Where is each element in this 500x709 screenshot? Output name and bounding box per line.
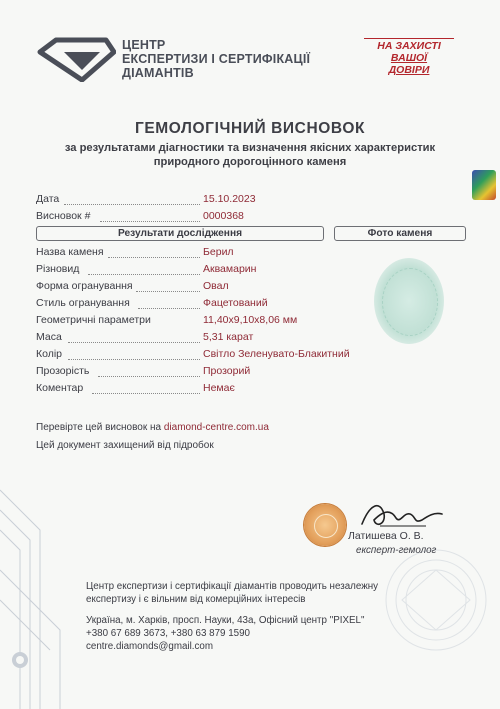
diamond-logo-icon: [34, 36, 116, 82]
field-label: Різновид: [36, 263, 80, 275]
signatory-name: Латишева О. В.: [348, 530, 424, 542]
field-leader: [88, 274, 200, 275]
footer-email[interactable]: centre.diamonds@gmail.com: [86, 641, 214, 652]
footer-address: Україна, м. Харків, просп. Науки, 43а, Офісний центр "PIXEL": [86, 615, 365, 626]
date-label: Дата: [36, 193, 60, 205]
field-value: 11,40x9,10x8,06 мм: [203, 314, 298, 326]
document-title: ГЕМОЛОГІЧНИЙ ВИСНОВОК: [134, 120, 366, 137]
protection-note: Цей документ захищений від підробок: [36, 440, 214, 451]
field-value: Берил: [203, 246, 234, 258]
field-value: 5,31 карат: [203, 331, 254, 343]
field-value: Аквамарин: [203, 263, 257, 275]
footer-statement: Центр експертизи і сертифікації діамантів проводить незалежну експертизу і є вільним від комерційних інтересів: [86, 581, 379, 605]
field-leader: [68, 359, 200, 360]
field-value: Овал: [203, 280, 229, 292]
field-leader: [108, 257, 200, 258]
field-label: Колір: [36, 348, 63, 360]
official-seal-inner: [314, 514, 338, 538]
field-value: Світло Зеленувато-Блакитний: [203, 348, 350, 360]
document-subtitle: за результатами діагностики та визначення якісних характеристик природного дорогоцінного каменя: [64, 142, 436, 168]
footer-contacts: [86, 614, 364, 653]
number-leader: [100, 221, 200, 222]
gemstone-facets: [382, 268, 438, 336]
footer-phones: +380 67 689 3673, +380 63 879 1590: [86, 628, 250, 639]
field-leader: [136, 291, 200, 292]
field-value: Фацетований: [203, 297, 268, 309]
organization-name: ЦЕНТР ЕКСПЕРТИЗИ І СЕРТИФІКАЦІЇ ДІАМАНТІВ: [122, 38, 311, 80]
certificate-number-value: 0000368: [203, 210, 244, 222]
results-section-header: Результати дослідження: [36, 226, 324, 241]
handwritten-signature: [356, 494, 446, 534]
slogan: НА ЗАХИСТІ ВАШОЇ ДОВІРИ: [364, 38, 454, 76]
field-value: Немає: [203, 382, 235, 394]
field-label: Назва каменя: [36, 246, 104, 258]
field-leader: [138, 308, 200, 309]
field-label: Форма огранування: [36, 280, 133, 292]
background-pattern-left: [0, 470, 70, 709]
date-leader: [64, 204, 200, 205]
field-label: Прозорість: [36, 365, 90, 377]
hologram-sticker: [472, 170, 496, 200]
date-value: 15.10.2023: [203, 193, 256, 205]
signatory-role: експерт-гемолог: [356, 545, 437, 556]
field-label: Коментар: [36, 382, 84, 394]
field-value: Прозорий: [203, 365, 251, 377]
field-label: Геометричні параметри: [36, 314, 151, 326]
photo-section-header: Фото каменя: [334, 226, 466, 241]
certificate-number-label: Висновок #: [36, 210, 91, 222]
field-leader: [68, 342, 200, 343]
verify-note: Перевірте цей висновок на diamond-centre.com.ua: [36, 422, 269, 433]
field-leader: [98, 376, 200, 377]
field-label: Маса: [36, 331, 62, 343]
field-leader: [92, 393, 200, 394]
verify-link[interactable]: diamond-centre.com.ua: [163, 422, 269, 433]
background-pattern-right: [372, 540, 500, 660]
field-label: Стиль огранування: [36, 297, 130, 309]
